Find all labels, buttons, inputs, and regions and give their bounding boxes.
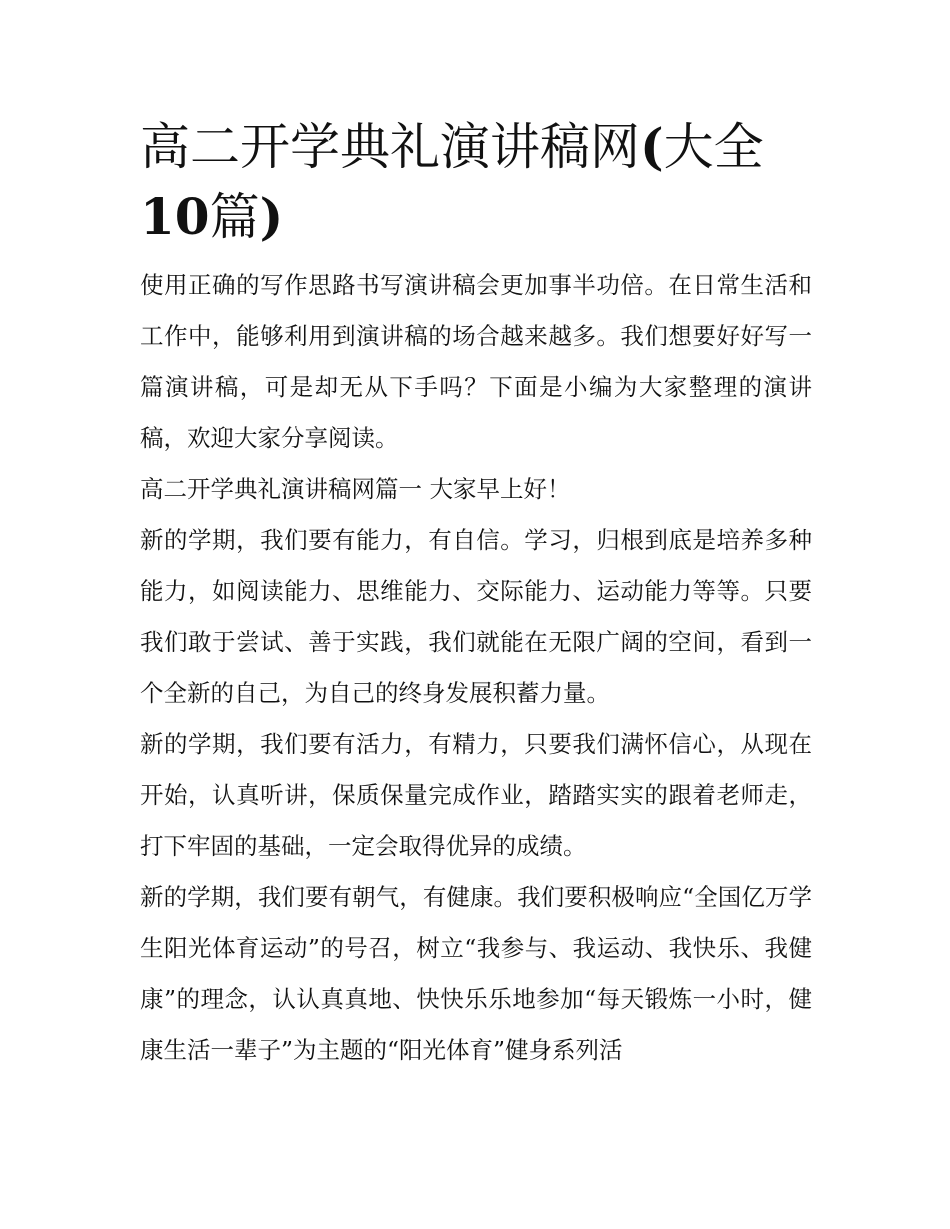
document-title — [140, 112, 812, 252]
paragraph-section-heading: 高二开学典礼演讲稿网篇一 大家早上好！ — [140, 475, 571, 503]
document-body — [140, 112, 812, 1076]
document-title-text: 高二开学典礼演讲稿网(大全10篇) — [140, 117, 764, 246]
paragraph-health: 新的学期，我们要有朝气，有健康。我们要积极响应“全国亿万学生阳光体育运动”的号召，树立“我参与、我运动、我快乐、我健康”的理念，认认真真地、快快乐乐地参加“每天锻炼一小时，健康生活一辈子”为主题的“阳光体育”健身系列活 — [140, 883, 812, 1064]
paragraph-ability: 新的学期，我们要有能力，有自信。学习，归根到底是培养多种能力，如阅读能力、思维能力、交际能力、运动能力等等。只要我们敢于尝试、善于实践，我们就能在无限广阔的空间，看到一个全新的自己，为自己的终身发展积蓄力量。 — [140, 526, 812, 707]
paragraph-energy: 新的学期，我们要有活力，有精力，只要我们满怀信心，从现在开始，认真听讲，保质保量完成作业，踏踏实实的跟着老师走，打下牢固的基础，一定会取得优异的成绩。 — [140, 730, 812, 860]
paragraph-intro: 使用正确的写作思路书写演讲稿会更加事半功倍。在日常生活和工作中，能够利用到演讲稿的场合越来越多。我们想要好好写一篇演讲稿，可是却无从下手吗？下面是小编为大家整理的演讲稿，欢迎大家分享阅读。 — [140, 271, 812, 452]
